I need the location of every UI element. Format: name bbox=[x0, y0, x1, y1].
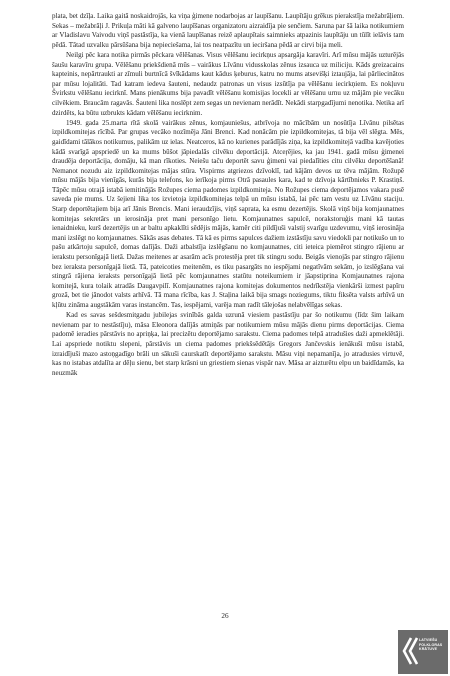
paragraph-2: Neilgi pēc kara notika pirmās pēckara vēlēšanas. Visus vēlēšanu iecirkņus apsargāja karavīri. Arī mūsu mājās uzturējās šaušu karavīru grupa. Vēlēšanu priekšdienā mūs – vairākus Līvānu vidusskolas zēnus izsauca uz miliciju. Kāds greizacains kapteinis, nepārtraukti ar zīmuli burtnīcā švīkādams kaut kādus ķeburus, katru no mums atsevišķi iztaujāja, lai pārliecinātos par mūsu lojalitāti. Tad katram iedeva šauteni, nedaudz patronas un visus izsūtīja pa vēlēšanu iecirkņiem. Es nokļuvu Švirkstu vēlēšanu iecirknī. Mans pienākums bija pavadīt vēlēšanu komisijas locekli ar vēlēšanu urnu uz mājām pie vecāku cilvēkiem. Braucām ragavās. Šauteni lika noslēpt zem segas un nevienam nerādīt. Nekādi starpgadījumi nenotika. Netika arī dzirdēts, ka būtu uzbrukts kādam vēlēšanu iecirknim. bbox=[52, 50, 404, 117]
body-text bbox=[52, 12, 404, 378]
archive-logo bbox=[398, 630, 448, 674]
page-number: 26 bbox=[221, 612, 229, 620]
logo-line-3: KRĀTUVE bbox=[419, 647, 438, 652]
logo-line-1: LATVIEŠU bbox=[419, 638, 438, 642]
paragraph-4: Kad es savas sešdesmitgadu jubilejas svinībās galda uzrunā viesiem pastāstīju par šo notikumu (līdz šim laikam nevienam par to nestāstīju), māsa Eleonora dalījās atmiņās par notikumiem mūsu mājās dienu pirms deportācijas. Ciema padomē ieradies pārstāvis no apriņķa, lai precizētu deportējamo sarakstu. Ciema padomes telpā atradušies daži apmeklētāji. Lai apspriede notiktu slepeni, pārstāvis un ciema padomes priekšsēdētājs Gregors Jančevskis ienākuši mūsu istabā, izraidījuši mazo astoņgadīgo brāli un sākuši caurskatīt deportējamo sarakstu. Māsu viņi nepamanīja, jo atradusies virtuvē, kas no istabas atdalīta ar dēļu sienu, bet starp krāsni un griestiem sienas vispār nav. Māsa ar aizturētu elpu un baidīdamās, ka neuzmāk bbox=[52, 311, 404, 377]
chevron-logo-icon bbox=[402, 636, 418, 666]
paragraph-1: plata, bet dzīļa. Laika gaitā noskaidrojās, ka viņa ģimene nodarbojas ar laupīšanu. Laupītāju grēkus pierakstīja mežabrāļiem. Sekas – mežabrāļi J. Prikuļa māti kā galveno laupīšanas organizatoru aizraidīja pie senčiem. Saruna par šā laika notikumiem ar Vladislavu Vaivodu viņš pastāstīja, ka vienā laupīšanas reizē aplaupītais saimnieks atpazinis laupītāju un tūlīt ielāvis tam pēdā. Tātad uzvalku pārsūšana bija nepieciešama, lai tos neatpazītu un ieciršana pēdā ar cirvi bija meli. bbox=[52, 12, 404, 49]
paragraph-3: 1949. gada 25.marta rītā skolā vairākus zēnus, komjauniešus, atbrīvoja no mācībām un nosūtīja Līvānu pilsētas izpildkomitejas rīcībā. Par grupas vecāko nozīmēja Jāni Brenci. Kad nonācām pie izpildkomitejas, tā bija vēl slēgta. Mēs, gaidīdami tālākos notikumus, palikām uz ielas. Neatceros, kā no kurienes parādījās ziņa, ka izpildkomitejā vadība kavējoties kādā svarīgā apspriedē un ka mums būšot jāpiedalās cilvēku deportācijā. Atceŗējies, ka jau 1941. gadā mūsu ģimenei draudēja deportācija, domāju, kā man rīkoties. Neiešu taču deportēt savu ģimeni vai piedalīties citu cilvēku deportēšanā! Nemanot nozudu aiz izpildkomitejas mājas stūra. Vispirms atgriezos dzīvoklī, tad kājām devos uz tēva mājām. Rožupē mūsu mājās bija vienīgās, kurās bija telefons, ko ierīkoja pirms Otrā pasaules kara, kad te dzīvoja kārtībnieks P. Krastiņš. Tāpēc mūsu otrajā istabā iemitinājās Rožupes ciema padomes izpildkomiteja. No Rožupes ciema deportējamos vakara pusē saveda pie mums. Uz šejieni lika tos izvietoja izpildkomitejas telpā un mūsu istabā, lai pēc tam vestu uz Līvānu staciju. Starp deportētajiem bija arī Jānis Brencis. Mani ieraudzījis, viņš saprata, ka esmu dezertējis. Skolā viņš bija komjaunatnes komitejas sekretārs un ierosināja pret mani personīgo lietu. Komjaunatnes sapulcē, norakstoruģis mani kā tautas ienaidnieku, kurš dezertējis un ar baltu apkaklīti sēdējis mājās, kamēr citi pildījuši valstij svarīgu uzdevumu, viņš ierosināja mani izslēgt no komjaunatnes. Sākās asas debates. Tā kā es pirms sapulces dažiem izstāstīju savu viedokli par notikušo un to pašu atkārtoju sapulcē, domas dalījās. Daži atbalstīja izslēgšanu no komjaunatnes, citi ieteica piemērot stingro rājienu ar ierakstu personīgajā lietā. Dažas meitenes ar asarām acīs protestēja pret tik stingru sodu. Beigās vienojās par stingro rājienu bez ieraksta personīgajā lietā. Tā, pateicoties meitenēm, es tiku pasargāts no iespējami negatīvām sekām, jo izslēgšana vai stingrā rājiena ieraksts personīgajā lietā pēc komjaunatnes statūtu noteikumiem ir jāapstiprina Komjaunatnes rajona komitejā, kura tolaik atradās Daugavpilī. Komjaunatnes rajona komitejas dokumentos nedrīkstēja vienkārši izmest papīru grozā, bet tie jānodot valsts arhīvā. Tā mana rīcība, kas J. Staļina laikā bija smags noziegums, tiktu fiksēta valsts arhīvā un kļūtu zināma augstākām varas instancēm. Tas, iespējami, varēja man radīt tālejošas nelabvēlīgas sekas. bbox=[52, 118, 404, 309]
logo-line-2: FOLKLORAS bbox=[419, 642, 443, 647]
logo-text bbox=[419, 638, 442, 652]
